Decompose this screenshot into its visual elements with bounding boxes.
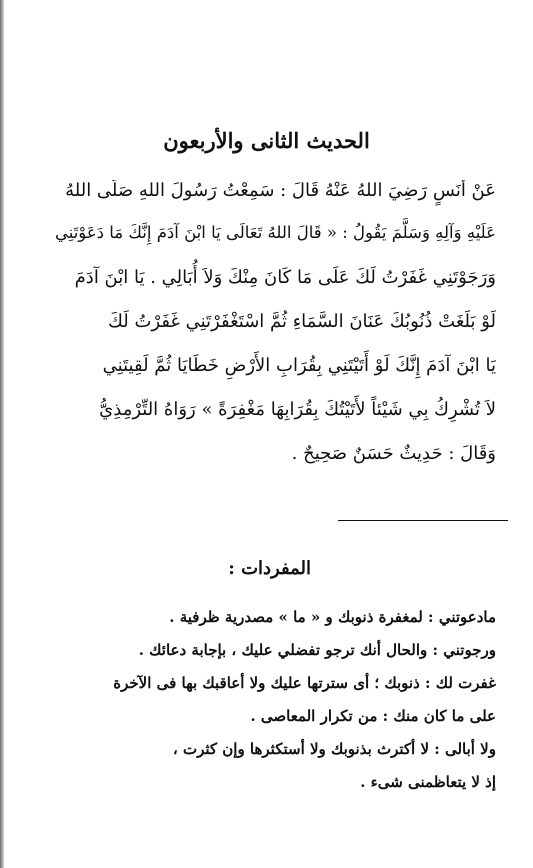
vocabulary-line: ورجوتني : والحال أنك ترجو تفضلي عليك ، بإجابة دعائك .	[138, 641, 496, 659]
hadith-title: الحديث الثانى والأربعون	[163, 128, 370, 153]
hadith-line: وَرَجَوْتَنِي غَفَرْتُ لَكَ عَلَى مَا كَانَ مِنْكَ وَلاَ أُبَالِي . يَا ابْنَ آدَمَ	[74, 267, 496, 288]
hadith-text	[44, 180, 496, 480]
vocabulary-line: ولا أبالى : لا أكترث بذنوبك ولا أستكثرها وإن كثرت ،	[172, 740, 496, 758]
hadith-line: لَوْ بَلَغَتْ ذُنُوبُكَ عَنَانَ السَّمَاءِ ثُمَّ اسْتَغْفَرْتَنِي غَفَرْتُ لَكَ	[108, 311, 496, 332]
vocabulary-line: غفرت لك : ذنوبك ؛ أى سترتها عليك ولا أعاقبك بها فى الآخرة	[113, 674, 496, 692]
vocabulary-line: على ما كان منك : من تكرار المعاصى .	[250, 707, 496, 725]
hadith-line: يَا ابْنَ آدَمَ إِنَّكَ لَوْ أَتَيْتَنِي بِقُرَابِ الأَرْضِ خَطَايَا ثُمَّ لَقِيتَنِي	[102, 355, 496, 376]
hadith-line: عَلَيْهِ وَآلِهِ وَسَلَّمَ يَقُولُ : « قَالَ اللهُ تَعَالَى يَا ابْنَ آدَمَ إِنَّكَ مَا دَعَوْتَنِي	[54, 223, 496, 242]
vocabulary-heading: المفردات :	[228, 558, 311, 579]
vocabulary-line: مادعوتني : لمغفرة ذنوبك و « ما » مصدرية ظرفية .	[169, 608, 496, 626]
hadith-line: وَقَالَ : حَدِيثٌ حَسَنٌ صَحِيحٌ .	[291, 443, 496, 464]
vocabulary-list	[42, 608, 496, 828]
section-divider	[338, 520, 508, 521]
vocabulary-line: إذ لا يتعاظمنى شىء .	[360, 773, 496, 791]
hadith-line: لاَ تُشْرِكُ بِي شَيْئاً لأَتَيْتُكَ بِقُرَابِهَا مَغْفِرَةً » رَوَاهُ التِّرْمِذِيُّ	[99, 399, 496, 420]
hadith-line: عَنْ أَنَسٍ رَضِيَ اللهُ عَنْهُ قَالَ : سَمِعْتُ رَسُولَ اللهِ صَلَّى اللهُ	[65, 180, 496, 201]
